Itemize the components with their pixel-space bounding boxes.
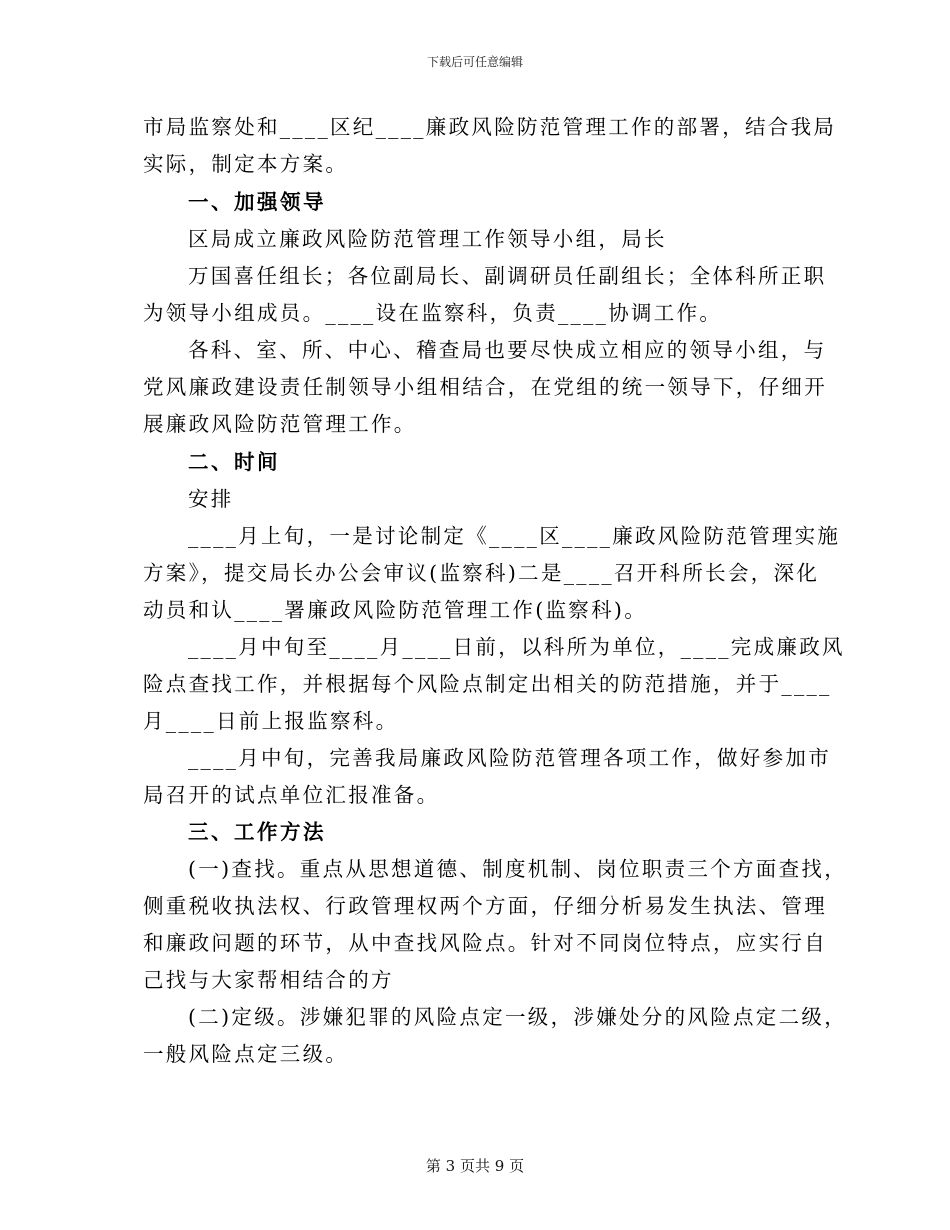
body-line: 各科、室、所、中心、稽查局也要尽快成立相应的领导小组，与	[188, 338, 827, 362]
body-line: ____月中旬，完善我局廉政风险防范管理各项工作，做好参加市	[188, 746, 831, 770]
body-line: 为领导小组成员。____设在监察科，负责____协调工作。	[143, 301, 723, 325]
body-line: 险点查找工作，并根据每个风险点制定出相关的防范措施，并于____	[143, 672, 832, 696]
page-header-note: 下载后可任意编辑	[426, 55, 523, 69]
body-line: 月____日前上报监察科。	[143, 709, 399, 733]
page-number-footer: 第 3 页共 9 页	[425, 1157, 525, 1175]
body-line: 市局监察处和____区纪____廉政风险防范管理工作的部署，结合我局	[143, 115, 837, 139]
body-line: 展廉政风险防范管理工作。	[143, 412, 417, 436]
body-line: 侧重税收执法权、行政管理权两个方面，仔细分析易发生执法、管理	[143, 894, 827, 918]
body-line: 党风廉政建设责任制领导小组相结合，在党组的统一领导下，仔细开	[143, 375, 827, 399]
body-line: (一)查找。重点从思想道德、制度机制、岗位职责三个方面查找，	[188, 857, 847, 881]
section-heading: 一、加强领导	[188, 190, 326, 214]
body-line: (二)定级。涉嫌犯罪的风险点定一级，涉嫌处分的风险点定二级，	[188, 1005, 847, 1029]
body-line: 安排	[188, 487, 234, 511]
section-heading: 二、时间	[188, 450, 280, 474]
body-line: 万国喜任组长；各位副局长、副调研员任副组长；全体科所正职	[188, 264, 827, 288]
body-line: 方案》，提交局长办公会审议(监察科)二是____召开科所长会，深化	[143, 561, 820, 585]
body-line: ____月中旬至____月____日前，以科所为单位，____完成廉政风	[188, 635, 845, 659]
body-line: 局召开的试点单位汇报准备。	[143, 783, 440, 807]
body-line: 一般风险点定三级。	[143, 1042, 349, 1066]
body-line: ____月上旬，一是讨论制定《____区____廉政风险防范管理实施	[188, 524, 841, 548]
body-line: 实际，制定本方案。	[143, 152, 349, 176]
body-line: 和廉政问题的环节，从中查找风险点。针对不同岗位特点，应实行自	[143, 931, 827, 955]
body-line: 区局成立廉政风险防范管理工作领导小组，局长	[188, 227, 667, 251]
body-line: 动员和认____署廉政风险防范管理工作(监察科)。	[143, 598, 647, 622]
body-line: 己找与大家帮相结合的方	[143, 968, 394, 992]
section-heading: 三、工作方法	[188, 820, 326, 844]
